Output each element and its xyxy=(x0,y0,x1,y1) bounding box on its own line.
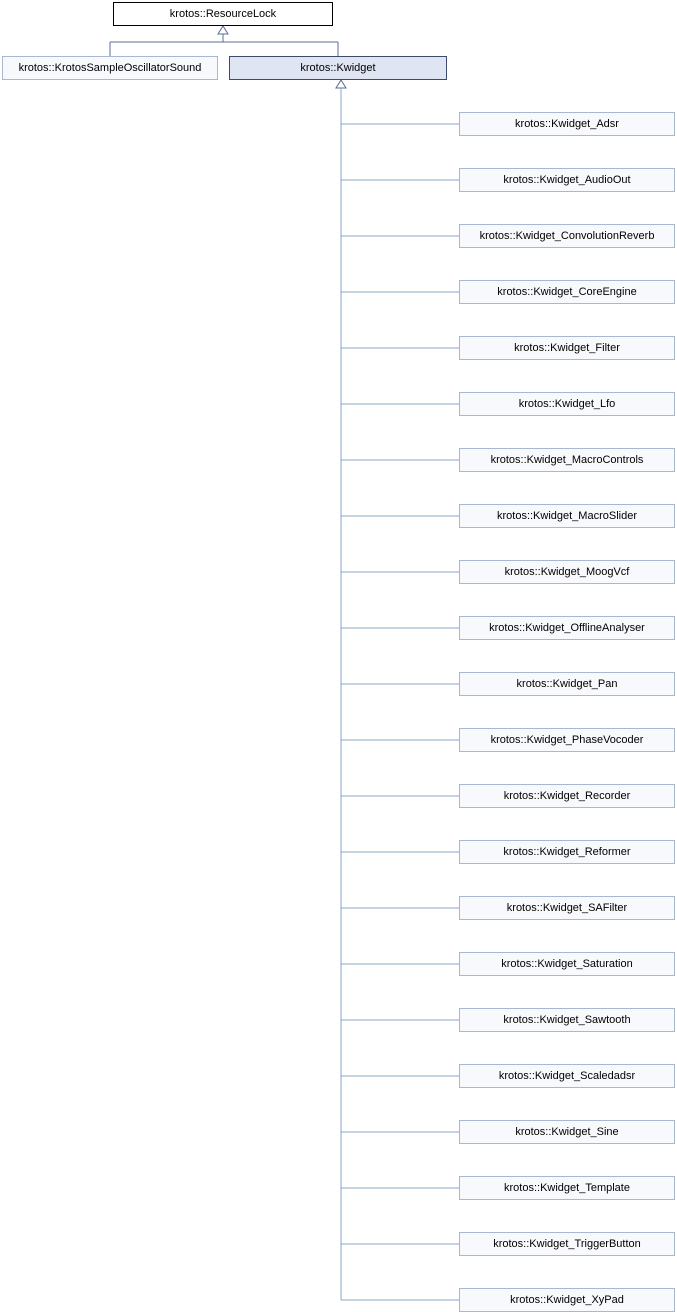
class-node-derived-8[interactable] xyxy=(459,560,675,584)
class-name-label: krotos::Kwidget_Recorder xyxy=(503,790,631,802)
class-name-label: krotos::Kwidget_Sawtooth xyxy=(503,1014,631,1026)
class-name-label: krotos::KrotosSampleOscillatorSound xyxy=(18,62,202,74)
class-node-derived-1[interactable] xyxy=(459,168,675,192)
class-node-derived-3[interactable] xyxy=(459,280,675,304)
class-name-label: krotos::Kwidget_OfflineAnalyser xyxy=(489,622,645,634)
class-name-label: krotos::Kwidget_XyPad xyxy=(510,1294,624,1306)
class-node-derived-16[interactable] xyxy=(459,1008,675,1032)
class-name-label: krotos::Kwidget_Reformer xyxy=(503,846,631,858)
class-name-label: krotos::Kwidget_SAFilter xyxy=(506,902,628,914)
class-node-level1-1[interactable] xyxy=(229,56,447,80)
class-name-label: krotos::Kwidget_Template xyxy=(504,1182,630,1194)
class-name-label: krotos::Kwidget_Scaledadsr xyxy=(498,1070,636,1082)
class-name-label: krotos::Kwidget_Saturation xyxy=(501,958,633,970)
class-node-derived-10[interactable] xyxy=(459,672,675,696)
inheritance-arrowhead xyxy=(218,26,228,34)
class-node-derived-21[interactable] xyxy=(459,1288,675,1312)
class-node-derived-4[interactable] xyxy=(459,336,675,360)
class-node-derived-20[interactable] xyxy=(459,1232,675,1256)
class-node-derived-14[interactable] xyxy=(459,896,675,920)
class-name-label: krotos::Kwidget_TriggerButton xyxy=(493,1238,641,1250)
class-node-derived-11[interactable] xyxy=(459,728,675,752)
class-name-label: krotos::Kwidget_PhaseVocoder xyxy=(490,734,644,746)
class-node-derived-18[interactable] xyxy=(459,1120,675,1144)
class-node-derived-5[interactable] xyxy=(459,392,675,416)
class-node-derived-7[interactable] xyxy=(459,504,675,528)
class-name-label: krotos::Kwidget_Adsr xyxy=(515,118,619,130)
class-name-label: krotos::Kwidget_AudioOut xyxy=(503,174,631,186)
class-name-label: krotos::ResourceLock xyxy=(169,8,277,20)
class-name-label: krotos::Kwidget_MacroControls xyxy=(490,454,644,466)
class-node-derived-13[interactable] xyxy=(459,840,675,864)
class-name-label: krotos::Kwidget_Sine xyxy=(515,1126,619,1138)
class-node-derived-2[interactable] xyxy=(459,224,675,248)
class-node-derived-6[interactable] xyxy=(459,448,675,472)
class-name-label: krotos::Kwidget_CoreEngine xyxy=(497,286,637,298)
class-node-level1-0[interactable] xyxy=(2,56,218,80)
class-node-resourcelock[interactable] xyxy=(113,2,333,26)
class-node-derived-12[interactable] xyxy=(459,784,675,808)
class-name-label: krotos::Kwidget_Pan xyxy=(516,678,618,690)
class-name-label: krotos::Kwidget xyxy=(300,62,376,74)
inheritance-arrowhead xyxy=(336,80,346,88)
class-node-derived-0[interactable] xyxy=(459,112,675,136)
class-node-derived-19[interactable] xyxy=(459,1176,675,1200)
class-node-derived-9[interactable] xyxy=(459,616,675,640)
class-name-label: krotos::Kwidget_MacroSlider xyxy=(496,510,637,522)
class-node-derived-17[interactable] xyxy=(459,1064,675,1088)
class-name-label: krotos::Kwidget_ConvolutionReverb xyxy=(479,230,655,242)
class-name-label: krotos::Kwidget_Lfo xyxy=(518,398,616,410)
class-name-label: krotos::Kwidget_Filter xyxy=(514,342,620,354)
class-name-label: krotos::Kwidget_MoogVcf xyxy=(504,566,630,578)
class-node-derived-15[interactable] xyxy=(459,952,675,976)
